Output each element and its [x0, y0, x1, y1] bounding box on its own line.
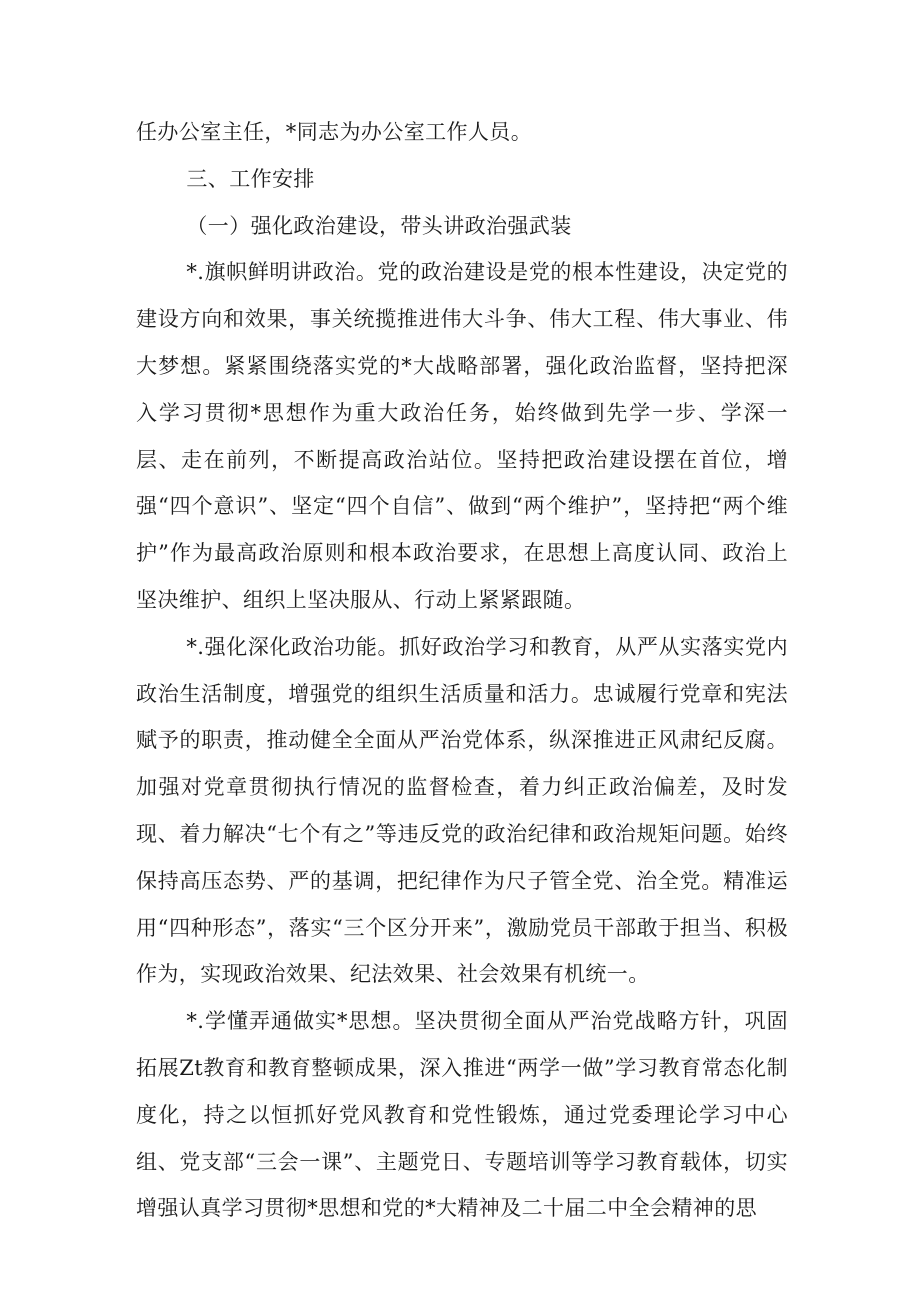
document-body: [136, 109, 788, 1232]
paragraph-study-thought: *.学懂弄通做实*思想。坚决贯彻全面从严治党战略方针，巩固拓展Zt教育和教育整顿成果，深入推进“两学一做”学习教育常态化制度化，持之以恒抓好党风教育和党性锻炼，通过党委理论学习中心组、党支部“三会一课”、主题党日、专题培训等学习教育载体，切实增强认真学习贯彻*思想和党的*大精神及二十届二中全会精神的思: [136, 1009, 788, 1221]
section-heading: 三、工作安排: [186, 166, 315, 191]
subsection-heading: （一）强化政治建设，带头讲政治强武装: [186, 213, 572, 238]
paragraph-political-function: *.强化深化政治功能。抓好政治学习和教育，从严从实落实党内政治生活制度，增强党的组织生活质量和活力。忠诚履行党章和宪法赋予的职责，推动健全全面从严治党体系，纵深推进正风肃纪反腐。加强对党章贯彻执行情况的监督检查，着力纠正政治偏差，及时发现、着力解决“七个有之”等违反党的政治纪律和政治规矩问题。始终保持高压态势、严的基调，把纪律作为尺子管全党、治全党。精准运用“四种形态”，落实“三个区分开来”，激励党员干部敢于担当、积极作为，实现政治效果、纪法效果、社会效果有机统一。: [136, 634, 788, 987]
continuation-line: 任办公室主任，*同志为办公室工作人员。: [136, 120, 533, 144]
paragraph-political-stance: *.旗帜鲜明讲政治。党的政治建设是党的根本性建设，决定党的建设方向和效果，事关统揽推进伟大斗争、伟大工程、伟大事业、伟大梦想。紧紧围绕落实党的*大战略部署，强化政治监督，坚持把深入学习贯彻*思想作为重大政治任务，始终做到先学一步、学深一层、走在前列，不断提高政治站位。坚持把政治建设摆在首位，增强“四个意识”、坚定“四个自信”、做到“两个维护”，坚持把“两个维护”作为最高政治原则和根本政治要求，在思想上高度认同、政治上坚决维护、组织上坚决服从、行动上紧紧跟随。: [136, 260, 788, 612]
